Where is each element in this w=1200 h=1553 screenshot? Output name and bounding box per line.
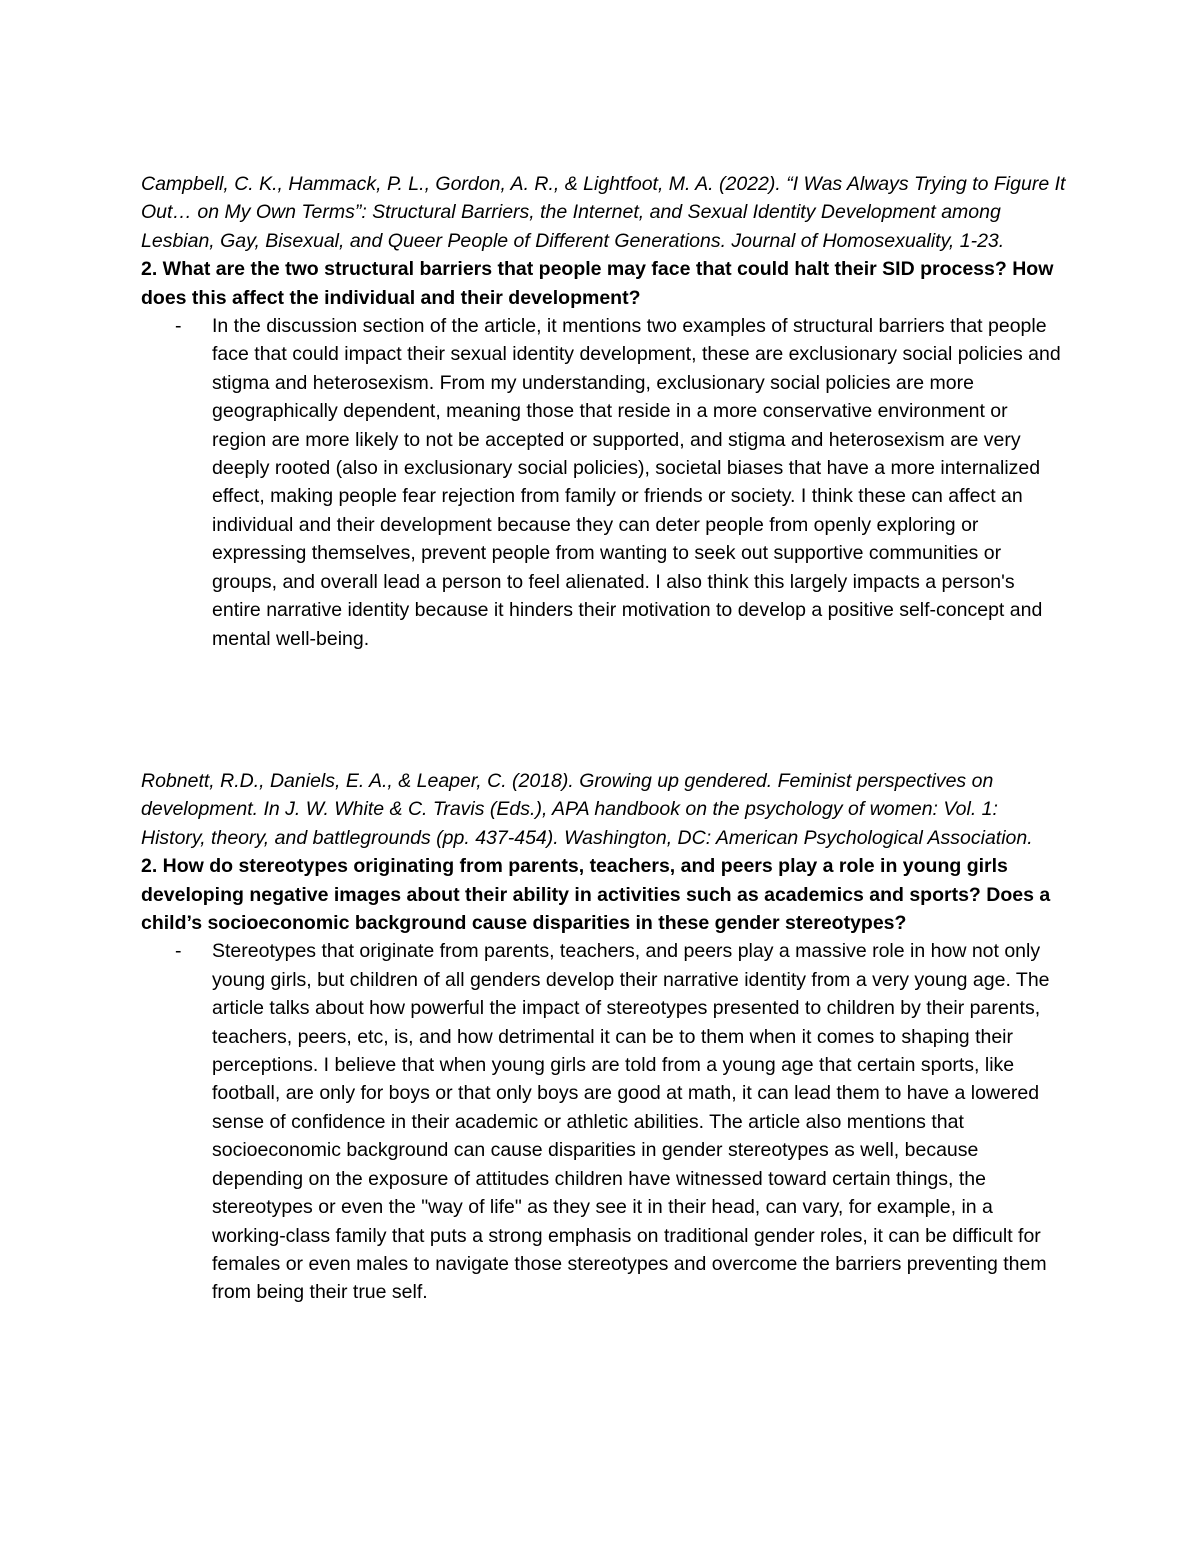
- bullet-dash: -: [175, 315, 182, 338]
- question: 2. What are the two structural barriers that people may face that could halt their SID process? How does this affect the individual and their development?: [141, 258, 1054, 309]
- citation: Robnett, R.D., Daniels, E. A., & Leaper, C. (2018). Growing up gendered. Feminist perspectives on development. In J. W. White & C. Travis (Eds.), APA handbook on the psychology of women: Vol. 1: History, theory, and battlegrounds (pp. 437-454). Washington, DC: American Psychological Association.: [141, 770, 1033, 849]
- reading-response-2: [141, 767, 1066, 1307]
- answer-list-item: [141, 937, 1066, 1306]
- answer-text: Stereotypes that originate from parents, teachers, and peers play a massive role in how not only young girls, but children of all genders develop their narrative identity from a very young age. The article talks about how powerful the impact of stereotypes presented to children by their parents, teachers, peers, etc, is, and how detrimental it can be to them when it comes to shaping their perceptions. I believe that when young girls are told from a young age that certain sports, like football, are only for boys or that only boys are good at math, it can lead them to have a lowered sense of confidence in their academic or athletic abilities. The article also mentions that socioeconomic background can cause disparities in gender stereotypes as well, because depending on the exposure of attitudes children have witnessed toward certain things, the stereotypes or even the "way of life" as they see it in their head, can vary, for example, in a working-class family that puts a strong emphasis on traditional gender roles, it can be difficult for females or even males to navigate those stereotypes and overcome the barriers preventing them from being their true self.: [212, 940, 1050, 1304]
- question: 2. How do stereotypes originating from parents, teachers, and peers play a role in young girls developing negative images about their ability in activities such as academics and sports? Does a child’s socioeconomic background cause disparities in these gender stereotypes?: [141, 855, 1051, 935]
- answer-text: In the discussion section of the article, it mentions two examples of structural barriers that people face that could impact their sexual identity development, these are exclusionary social policies and stigma and heterosexism. From my understanding, exclusionary social policies are more geographically dependent, meaning those that reside in a more conservative environment or region are more likely to not be accepted or supported, and stigma and heterosexism are very deeply rooted (also in exclusionary social policies), societal biases that have a more internalized effect, making people fear rejection from family or friends or society. I think these can affect an individual and their development because they can deter people from openly exploring or expressing themselves, prevent people from wanting to seek out supportive communities or groups, and overall lead a person to feel alienated. I also think this largely impacts a person's entire narrative identity because it hinders their motivation to develop a positive self-concept and mental well-being.: [212, 315, 1061, 650]
- answer-list-item: [141, 312, 1066, 653]
- bullet-dash: -: [175, 940, 182, 963]
- reading-response-1: [141, 170, 1066, 653]
- citation: Campbell, C. K., Hammack, P. L., Gordon, A. R., & Lightfoot, M. A. (2022). “I Was Always Trying to Figure It Out… on My Own Terms”: Structural Barriers, the Internet, and Sexual Identity Development among Lesbian, Gay, Bisexual, and Queer People of Different Generations. Journal of Homosexuality, 1-23.: [141, 173, 1066, 252]
